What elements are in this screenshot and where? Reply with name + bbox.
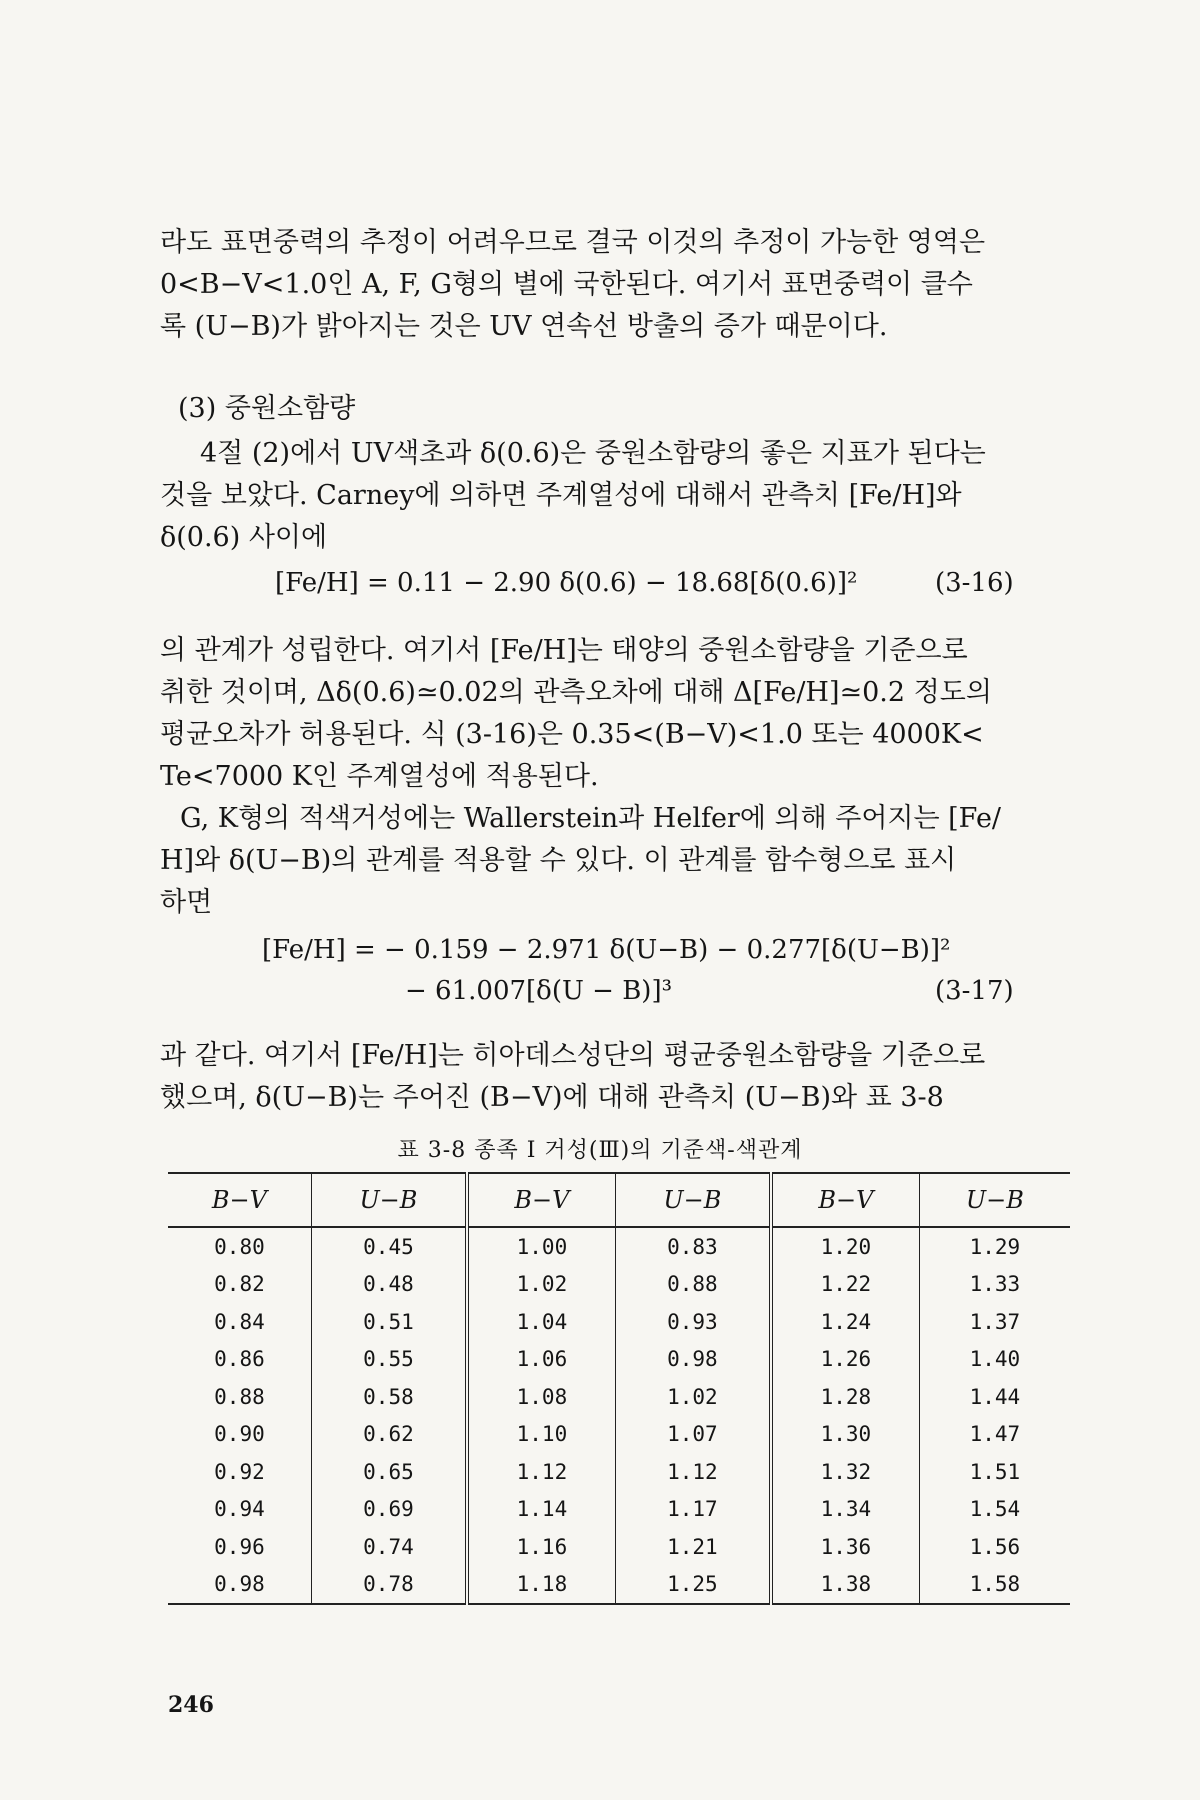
table-cell: 1.29: [919, 1227, 1070, 1266]
table-cell: 1.44: [919, 1378, 1070, 1416]
table-cell: 1.21: [615, 1528, 771, 1566]
table-cell: 0.69: [311, 1491, 467, 1529]
table-cell: 1.02: [615, 1378, 771, 1416]
table-cell: 0.51: [311, 1303, 467, 1341]
table-row: [168, 1227, 1070, 1266]
table-cell: 1.10: [467, 1416, 615, 1454]
table-cell: 0.98: [168, 1566, 311, 1605]
table-cell: 1.07: [615, 1416, 771, 1454]
header-cell: U−B: [615, 1173, 771, 1227]
paragraph-relation: [160, 630, 1070, 798]
table-cell: 1.40: [919, 1341, 1070, 1379]
text-line: G, K형의 적색거성에는 Wallerstein과 Helfer에 의해 주어지는 [Fe/: [180, 803, 1002, 834]
section-heading: (3) 중원소함량: [178, 393, 356, 424]
table-cell: 0.65: [311, 1453, 467, 1491]
table-cell: 1.38: [771, 1566, 919, 1605]
paragraph-red-giants: [160, 798, 1070, 924]
table-caption: 표 3-8 종족 Ⅰ 거성(Ⅲ)의 기준색-색관계: [397, 1138, 803, 1163]
table-row: [168, 1566, 1070, 1605]
table-cell: 1.22: [771, 1266, 919, 1304]
page-number: 246: [168, 1692, 214, 1718]
table-cell: 1.26: [771, 1341, 919, 1379]
table-cell: 1.36: [771, 1528, 919, 1566]
table-cell: 1.34: [771, 1491, 919, 1529]
table-row: [168, 1303, 1070, 1341]
text-line: 록 (U−B)가 밝아지는 것은 UV 연속선 방출의 증가 때문이다.: [160, 311, 888, 342]
header-cell: B−V: [467, 1173, 615, 1227]
table-cell: 0.98: [615, 1341, 771, 1379]
table-cell: 1.25: [615, 1566, 771, 1605]
table-cell: 0.93: [615, 1303, 771, 1341]
table-row: [168, 1378, 1070, 1416]
table-cell: 1.17: [615, 1491, 771, 1529]
table-cell: 1.18: [467, 1566, 615, 1605]
table-cell: 0.83: [615, 1227, 771, 1266]
table-cell: 1.12: [615, 1453, 771, 1491]
header-cell: B−V: [168, 1173, 311, 1227]
table-cell: 1.04: [467, 1303, 615, 1341]
equation-3-17-line1: [Fe/H] = − 0.159 − 2.971 δ(U−B) − 0.277[δ(U−B)]²: [262, 935, 951, 965]
equation-number-3-16: (3-16): [935, 568, 1014, 598]
table-cell: 0.96: [214, 1534, 265, 1559]
table-row: [168, 1491, 1070, 1529]
table-row: [168, 1453, 1070, 1491]
table-cell: 1.12: [467, 1453, 615, 1491]
table-cell: 0.62: [311, 1416, 467, 1454]
table-body: [168, 1227, 1070, 1604]
table-row: [168, 1416, 1070, 1454]
table-cell: 1.28: [771, 1378, 919, 1416]
equation-3-17-line2: − 61.007[δ(U − B)]³: [405, 976, 673, 1006]
table-row: [168, 1266, 1070, 1304]
text-line: 평균오차가 허용된다. 식 (3-16)은 0.35<(B−V)<1.0 또는 4000K<: [160, 719, 984, 750]
table-cell: 0.48: [311, 1266, 467, 1304]
table-cell: 0.45: [311, 1227, 467, 1266]
color-color-table: [168, 1172, 1070, 1605]
table-cell: 1.47: [919, 1416, 1070, 1454]
table-cell: 1.54: [919, 1491, 1070, 1529]
table-cell: 1.06: [467, 1341, 615, 1379]
table-cell: 0.55: [311, 1341, 467, 1379]
table-cell: 1.02: [467, 1266, 615, 1304]
paragraph-hyades: [160, 1035, 1070, 1119]
text-line: H]와 δ(U−B)의 관계를 적용할 수 있다. 이 관계를 함수형으로 표시: [160, 845, 957, 876]
table-cell: 1.14: [467, 1491, 615, 1529]
table-cell: 0.78: [311, 1566, 467, 1605]
text-line: 0<B−V<1.0인 A, F, G형의 별에 국한된다. 여기서 표면중력이 클수: [160, 269, 973, 300]
paragraph-uv-excess: [160, 433, 1070, 559]
equation-3-16: [Fe/H] = 0.11 − 2.90 δ(0.6) − 18.68[δ(0.6)]²: [275, 568, 858, 598]
text-line: 취한 것이며, Δδ(0.6)≃0.02의 관측오차에 대해 Δ[Fe/H]≃0.2 정도의: [160, 677, 992, 708]
table-cell: 1.37: [919, 1303, 1070, 1341]
table-cell: 1.56: [919, 1528, 1070, 1566]
table-cell: 0.84: [214, 1309, 265, 1334]
equation-number-3-17: (3-17): [935, 976, 1014, 1006]
text-line: 라도 표면중력의 추정이 어려우므로 결국 이것의 추정이 가능한 영역은: [160, 227, 986, 258]
table-cell: 0.92: [214, 1459, 265, 1484]
table-header-row: [168, 1173, 1070, 1227]
table-cell: 1.08: [467, 1378, 615, 1416]
table-cell: 1.33: [919, 1266, 1070, 1304]
text-line: δ(0.6) 사이에: [160, 522, 328, 553]
header-cell: U−B: [311, 1173, 467, 1227]
table-cell: 0.94: [214, 1497, 265, 1522]
table-cell: 0.88: [214, 1384, 265, 1409]
text-line: 의 관계가 성립한다. 여기서 [Fe/H]는 태양의 중원소함량을 기준으로: [160, 635, 968, 666]
table-cell: 0.74: [311, 1528, 467, 1566]
text-line: 것을 보았다. Carney에 의하면 주계열성에 대해서 관측치 [Fe/H]와: [160, 480, 962, 511]
table-cell: 1.32: [771, 1453, 919, 1491]
table-cell: 1.24: [771, 1303, 919, 1341]
table-row: [168, 1341, 1070, 1379]
table-cell: 0.82: [214, 1272, 265, 1297]
paragraph-surface-gravity: [160, 222, 1070, 348]
header-cell: B−V: [771, 1173, 919, 1227]
table-cell: 1.30: [771, 1416, 919, 1454]
table-cell: 1.00: [467, 1227, 615, 1266]
table-cell: 0.88: [615, 1266, 771, 1304]
text-line: 4절 (2)에서 UV색초과 δ(0.6)은 중원소함량의 좋은 지표가 된다는: [200, 438, 986, 469]
table-cell: 1.58: [919, 1566, 1070, 1605]
table-cell: 0.86: [214, 1347, 265, 1372]
text-line: 하면: [160, 887, 213, 918]
table-cell: 1.51: [919, 1453, 1070, 1491]
text-line: 과 같다. 여기서 [Fe/H]는 히아데스성단의 평균중원소함량을 기준으로: [160, 1040, 986, 1071]
text-line: Te<7000 K인 주계열성에 적용된다.: [160, 761, 599, 792]
table-cell: 1.16: [467, 1528, 615, 1566]
header-cell: U−B: [919, 1173, 1070, 1227]
table-cell: 0.80: [214, 1234, 265, 1259]
table-row: [168, 1528, 1070, 1566]
table-cell: 1.20: [771, 1227, 919, 1266]
table-cell: 0.90: [214, 1422, 265, 1447]
text-line: 했으며, δ(U−B)는 주어진 (B−V)에 대해 관측치 (U−B)와 표 3-8: [160, 1082, 944, 1113]
table-cell: 0.58: [311, 1378, 467, 1416]
